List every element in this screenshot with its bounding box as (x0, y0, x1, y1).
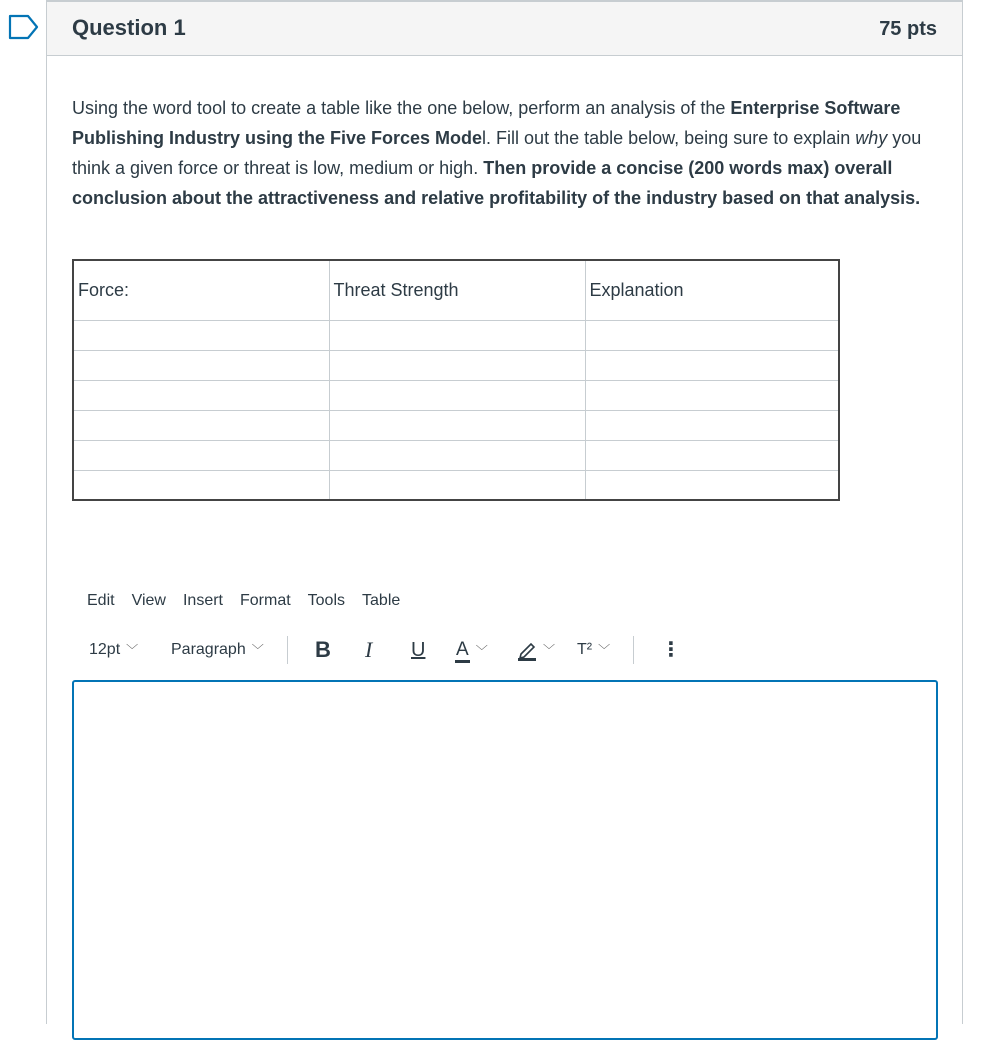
font-size-dropdown[interactable] (89, 636, 138, 664)
five-forces-table (72, 259, 840, 501)
prompt-text-2: l. Fill out the table below, being sure to explain (482, 128, 856, 148)
block-format-value: Paragraph (171, 641, 246, 658)
bold-button[interactable]: B (315, 637, 331, 662)
question-prompt (72, 93, 942, 213)
more-options-button[interactable]: ⋮ (661, 639, 681, 661)
font-color-button[interactable] (455, 636, 488, 664)
table-cell (329, 320, 585, 350)
answer-editor[interactable] (72, 680, 938, 1040)
table-row (73, 320, 839, 350)
table-row (73, 380, 839, 410)
font-color-label: A (455, 639, 470, 663)
menu-edit[interactable]: Edit (87, 592, 115, 609)
italic-button[interactable]: I (365, 637, 373, 662)
question-title: Question 1 (72, 15, 186, 40)
table-cell (585, 320, 839, 350)
table-header-row (73, 260, 839, 320)
table-cell (585, 410, 839, 440)
chevron-down-icon: ﹀ (251, 643, 264, 657)
underline-button[interactable]: U (411, 639, 426, 661)
font-size-value: 12pt (89, 641, 121, 658)
highlight-color-button[interactable] (517, 636, 555, 664)
superscript-label: T² (577, 641, 593, 658)
flag-question-icon[interactable] (8, 14, 40, 40)
table-cell (329, 470, 585, 500)
table-cell (329, 380, 585, 410)
chevron-down-icon: ﹀ (598, 643, 611, 657)
table-row (73, 470, 839, 500)
prompt-italic-1: why (855, 128, 888, 148)
table-cell (73, 470, 329, 500)
toolbar-divider (287, 636, 288, 664)
block-format-dropdown[interactable] (171, 636, 264, 664)
prompt-bold-2: Then provide a concise (200 words max) overall conclusion about the attractiveness and relative profitability of the industry based on that analysis. (72, 158, 921, 208)
table-cell (73, 380, 329, 410)
table-cell (329, 350, 585, 380)
question-header (47, 2, 962, 56)
table-row (73, 350, 839, 380)
menu-view[interactable]: View (131, 592, 166, 609)
superscript-button[interactable] (577, 636, 610, 664)
menu-insert[interactable]: Insert (182, 592, 223, 609)
prompt-text-1: Using the word tool to create a table like the one below, perform an analysis of the (72, 98, 731, 118)
toolbar-divider (633, 636, 634, 664)
table-cell (585, 440, 839, 470)
menu-format[interactable]: Format (239, 592, 291, 609)
table-cell (73, 440, 329, 470)
table-cell (585, 470, 839, 500)
table-cell (73, 410, 329, 440)
table-cell (73, 350, 329, 380)
question-card (46, 0, 963, 1024)
prompt-bold-1: Enterprise Software Publishing Industry using the Five Forces Mode (72, 98, 901, 148)
highlighter-icon (517, 639, 537, 661)
table-cell (329, 410, 585, 440)
table-row (73, 410, 839, 440)
chevron-down-icon: ﹀ (126, 643, 139, 657)
table-header-explanation: Explanation (585, 260, 839, 320)
table-cell (585, 380, 839, 410)
table-row (73, 440, 839, 470)
table-cell (329, 440, 585, 470)
table-cell (73, 320, 329, 350)
table-header-threat: Threat Strength (329, 260, 585, 320)
menu-table[interactable]: Table (362, 592, 401, 609)
table-cell (585, 350, 839, 380)
prompt-text-3: you think a given force or threat is low, medium or high. (72, 128, 922, 178)
question-points: 75 pts (879, 18, 937, 40)
table-header-force: Force: (73, 260, 329, 320)
chevron-down-icon: ﹀ (543, 643, 556, 657)
editor-menubar (87, 592, 417, 610)
menu-tools[interactable]: Tools (307, 592, 346, 609)
chevron-down-icon: ﹀ (475, 644, 488, 658)
